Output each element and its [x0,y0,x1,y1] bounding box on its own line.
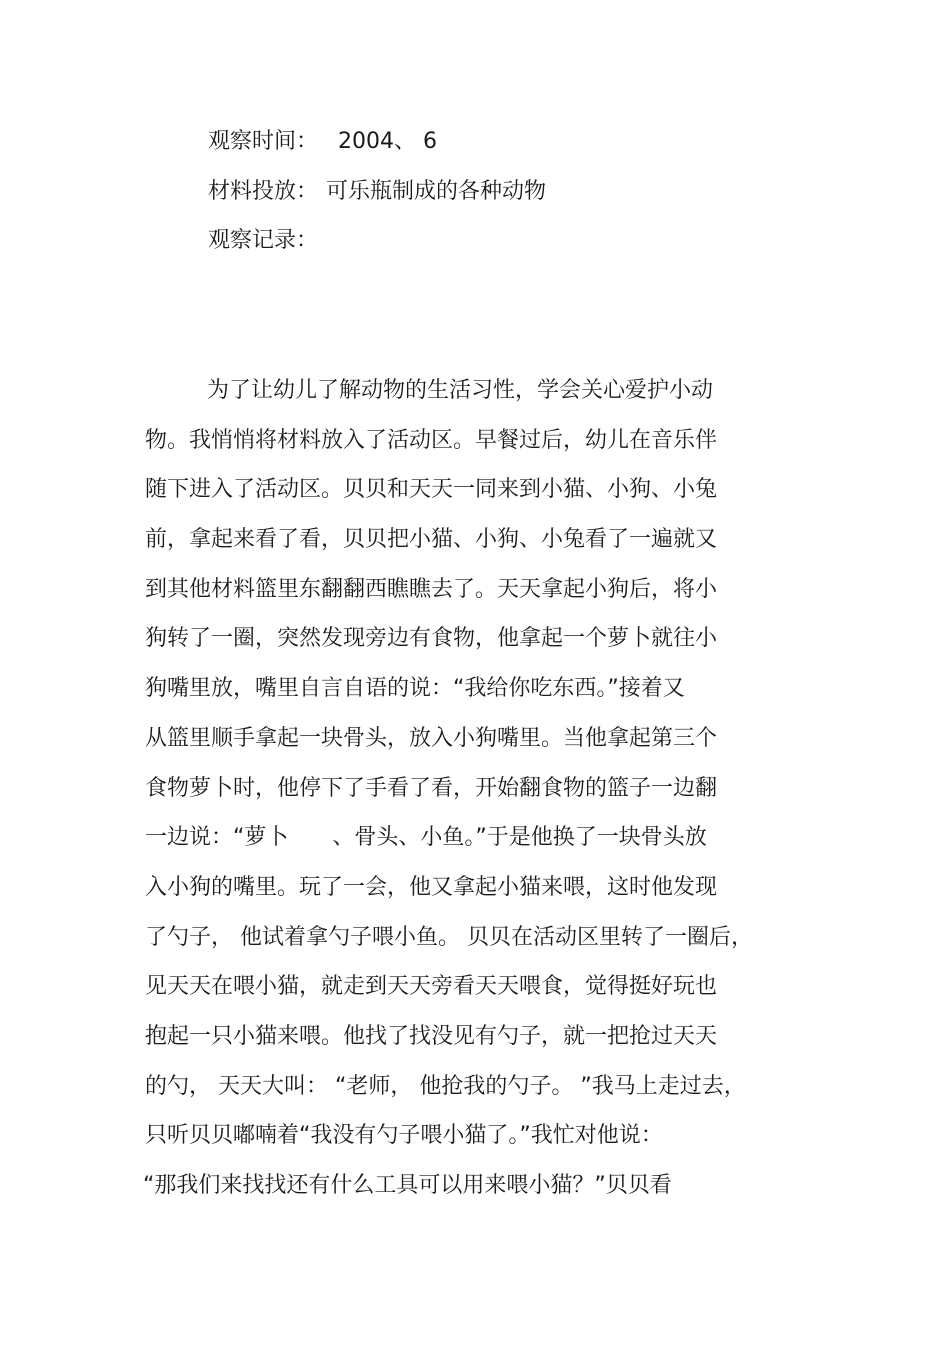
observation-time-value: 2004、 6 [338,129,437,154]
paragraph-line: 一边说：“萝卜 、骨头、小鱼。”于是他换了一块骨头放 [145,825,707,851]
paragraph-line: 只听贝贝嘟喃着“我没有勺子喂小猫了。”我忙对他说： [145,1123,663,1149]
observation-time [208,127,437,157]
paragraph-line: 狗嘴里放，嘴里自言自语的说：“我给你吃东西。”接着又 [145,676,685,702]
paragraph-line: 的勺， 天天大叫： “老师， 他抢我的勺子。 ”我马上走过去， [145,1073,746,1099]
paragraph-line: 随下进入了活动区。贝贝和天天一同来到小猫、小狗、小兔 [145,477,718,503]
paragraph-line: 入小狗的嘴里。玩了一会，他又拿起小猫来喂，这时他发现 [145,874,718,900]
material-placement-label: 材料投放： [208,179,319,204]
paragraph-line: 了勺子， 他试着拿勺子喂小鱼。 贝贝在活动区里转了一圈后， [145,924,753,950]
material-placement-value: 可乐瓶制成的各种动物 [326,179,547,204]
observation-time-label: 观察时间： [208,129,319,154]
observation-record-body [145,373,805,1218]
observation-record-heading [208,226,318,256]
paragraph-line: 从篮里顺手拿起一块骨头，放入小狗嘴里。当他拿起第三个 [145,725,718,751]
paragraph-line: 前，拿起来看了看，贝贝把小猫、小狗、小兔看了一遍就又 [145,527,718,553]
paragraph-line: 为了让幼儿了解动物的生活习性，学会关心爱护小动 [207,378,714,403]
paragraph-line: “那我们来找找还有什么工具可以用来喂小猫？”贝贝看 [143,1173,672,1198]
paragraph-line: 抱起一只小猫来喂。他找了找没见有勺子，就一把抢过天天 [145,1023,718,1049]
paragraph-line: 物。我悄悄将材料放入了活动区。早餐过后，幼儿在音乐伴 [145,427,718,453]
paragraph-line: 到其他材料篮里东翻翻西瞧瞧去了。天天拿起小狗后，将小 [145,576,718,602]
material-placement [208,177,546,207]
observation-record-label: 观察记录： [208,228,319,253]
paragraph-line: 食物萝卜时，他停下了手看了看，开始翻食物的篮子一边翻 [145,775,718,801]
paragraph-line: 见天天在喂小猫，就走到天天旁看天天喂食，觉得挺好玩也 [145,974,718,1000]
paragraph-line: 狗转了一圈，突然发现旁边有食物，他拿起一个萝卜就往小 [145,626,718,652]
